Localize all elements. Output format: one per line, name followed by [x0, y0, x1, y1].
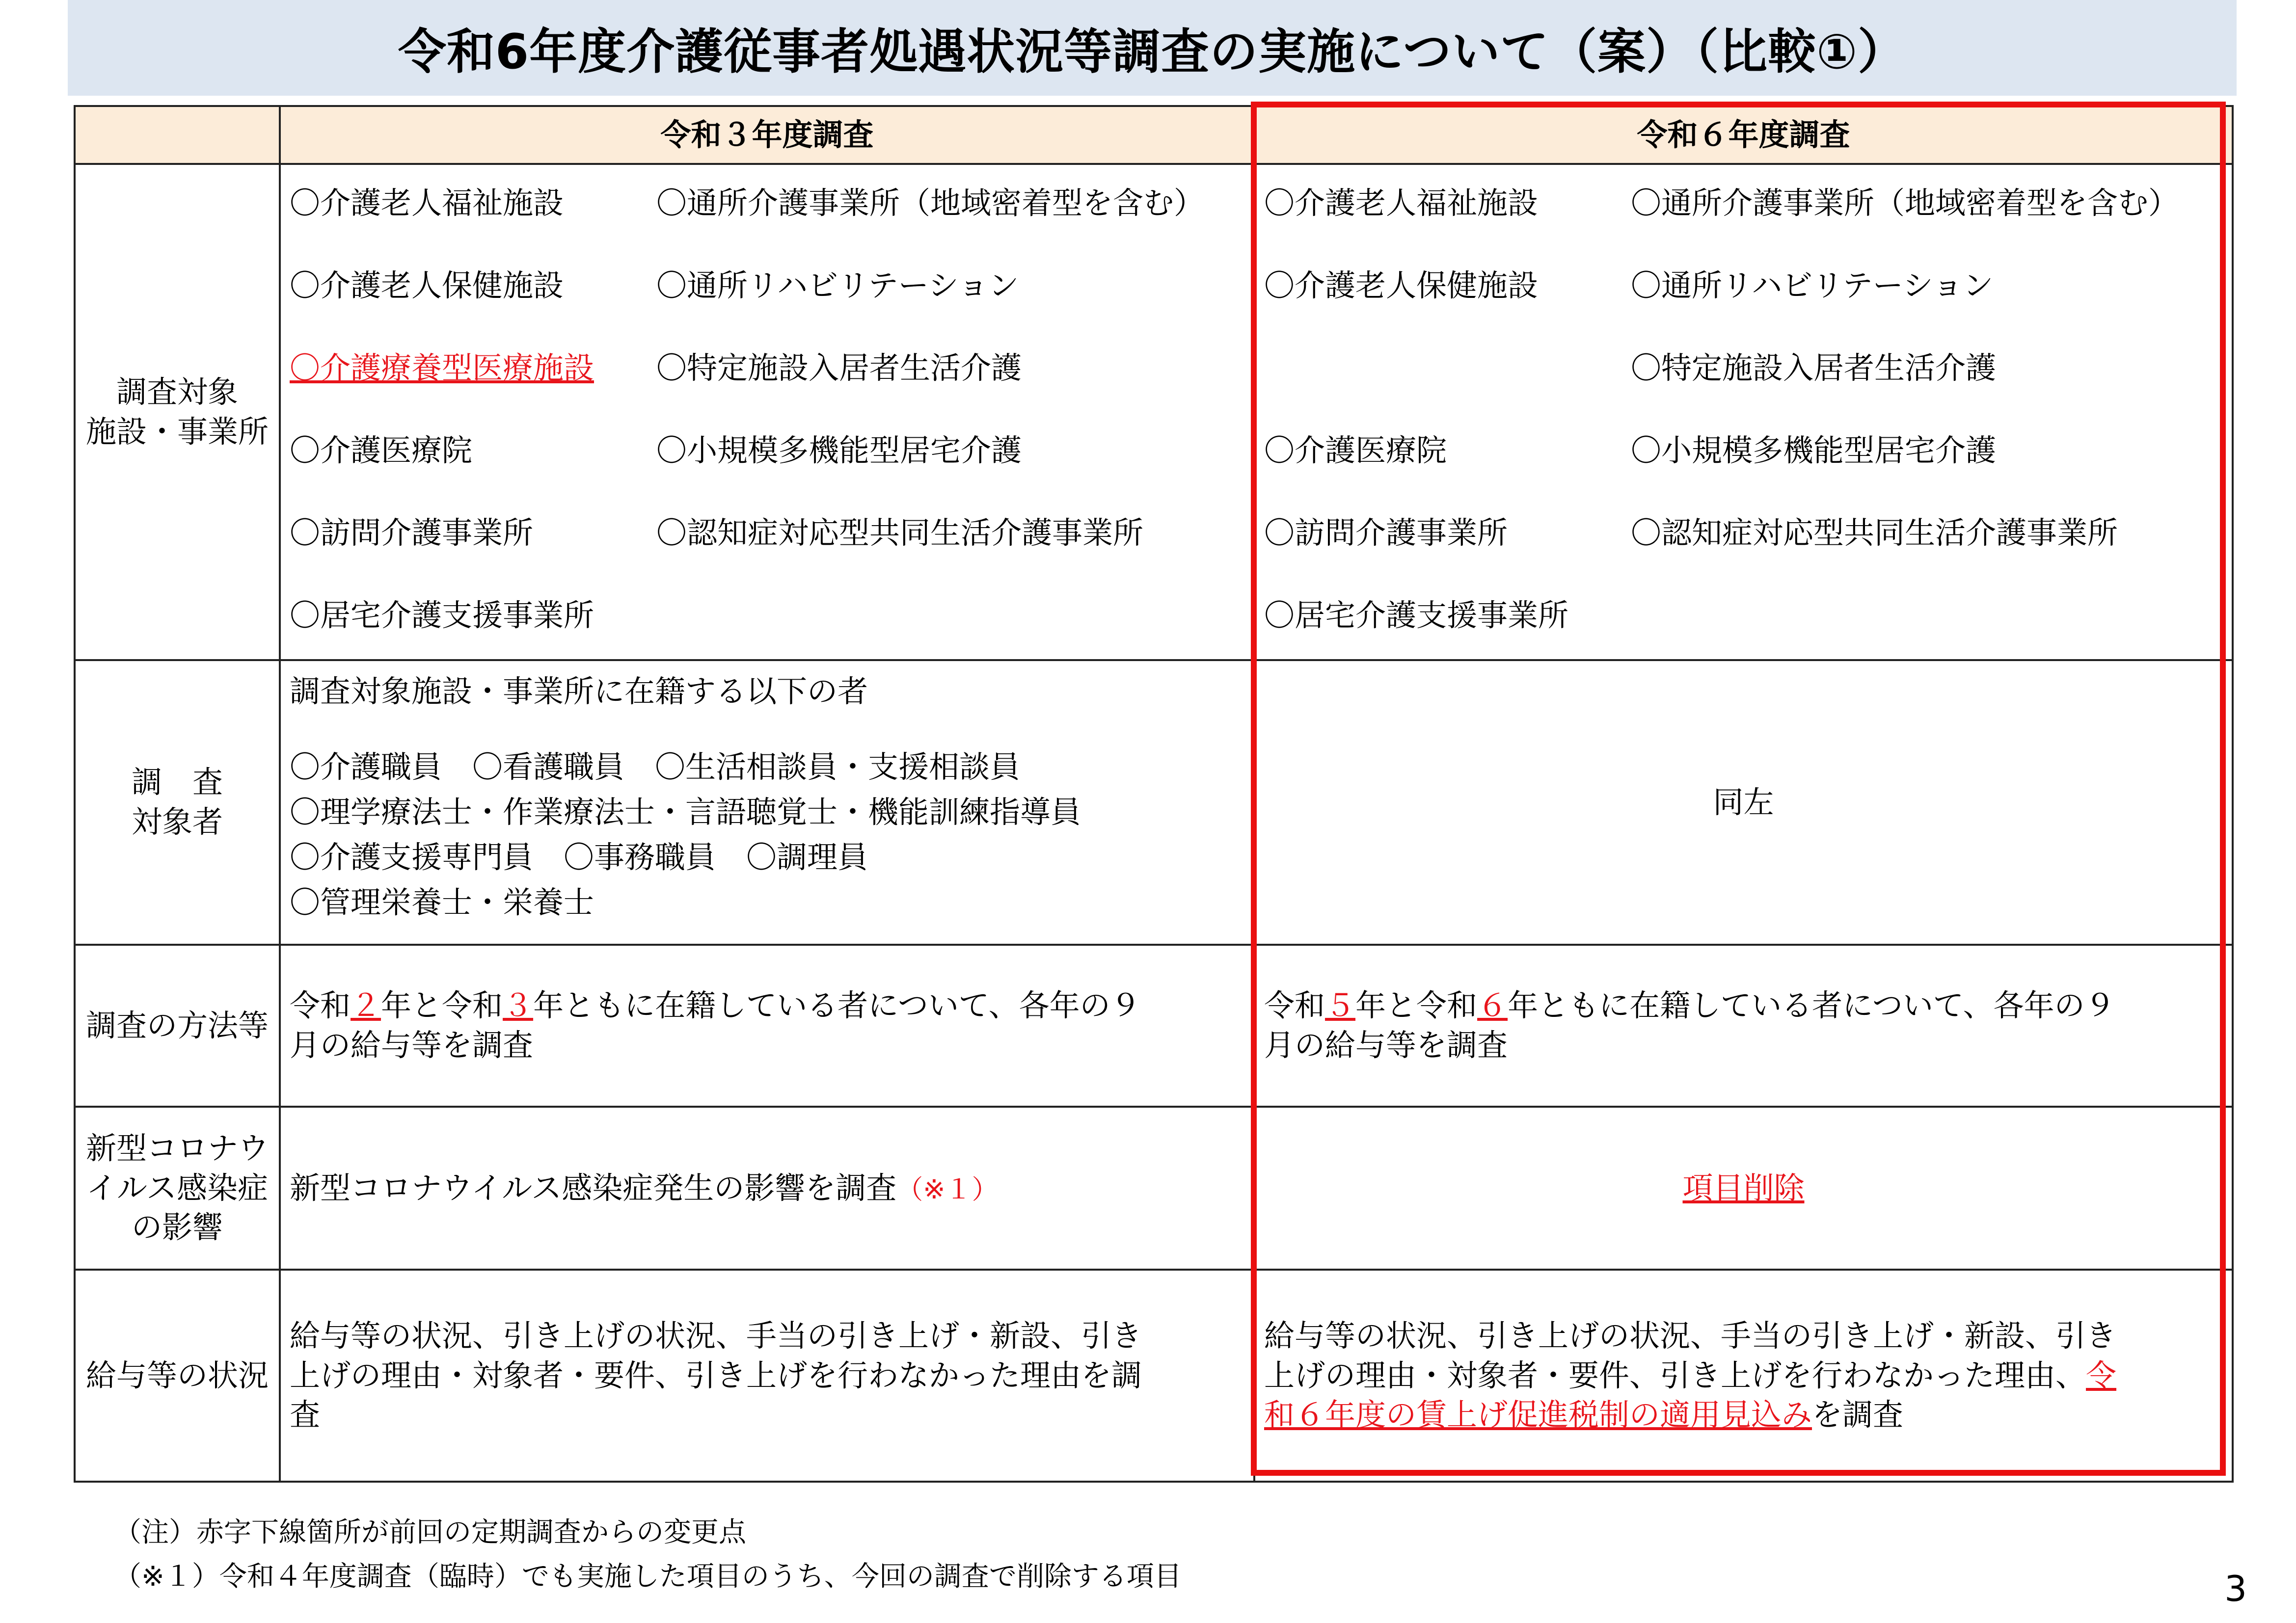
- facilities-label: [75, 164, 280, 660]
- same-as-left: 同左: [1713, 784, 1774, 820]
- item-deleted-text: 項目削除: [1682, 1170, 1805, 1206]
- facility-item: 〇訪問介護事業所: [290, 515, 534, 551]
- covid-note-ref: （※１）: [896, 1173, 999, 1205]
- facility-item: 〇介護老人福祉施設: [290, 185, 564, 221]
- footnote-deleted: （※１）令和４年度調査（臨時）でも実施した項目のうち、今回の調査で削除する項目: [114, 1561, 1182, 1593]
- facilities-r3-cell: [280, 164, 1254, 660]
- covid-r3-cell: [280, 1107, 1254, 1270]
- covid-label: [75, 1107, 280, 1270]
- salary-text: を調査: [1812, 1397, 1904, 1433]
- method-label: 調査の方法等: [75, 945, 280, 1107]
- target-label: [75, 660, 280, 945]
- facility-item: 〇通所リハビリテーション: [1631, 267, 1994, 303]
- facilities-label-line: 施設・事業所: [85, 413, 269, 450]
- salary-text: 査: [290, 1397, 321, 1433]
- covid-label-line: 新型コロナウ: [85, 1130, 269, 1167]
- target-line: 〇理学療法士・作業療法士・言語聴覚士・機能訓練指導員: [290, 794, 1081, 830]
- header-r3: 令和３年度調査: [280, 106, 1254, 164]
- facility-item: 〇小規模多機能型居宅介護: [656, 432, 1022, 468]
- facility-item: 〇訪問介護事業所: [1264, 515, 1508, 551]
- facilities-label-line: 調査対象: [116, 373, 238, 410]
- target-label-line: 調 査: [131, 764, 223, 800]
- facility-item: 〇介護老人保健施設: [290, 267, 564, 303]
- facility-item: 〇通所介護事業所（地域密着型を含む）: [1631, 185, 2179, 221]
- covid-label-line: の影響: [131, 1209, 223, 1246]
- salary-text: 上げの理由・対象者・要件、引き上げを行わなかった理由を調: [290, 1357, 1142, 1393]
- facility-item: 〇特定施設入居者生活介護: [1631, 350, 1997, 386]
- target-line: 〇管理栄養士・栄養士: [290, 884, 594, 920]
- facility-item: 〇介護老人福祉施設: [1264, 185, 1539, 221]
- method-year-changed: ３: [503, 987, 534, 1024]
- method-text: 年ともに在籍している者について、各年の９: [1508, 987, 2115, 1024]
- facility-item: 〇認知症対応型共同生活介護事業所: [1631, 515, 2118, 551]
- facility-item: 〇介護医療院: [290, 432, 473, 468]
- method-text: 月の給与等を調査: [1264, 1027, 1508, 1063]
- salary-r3-cell: [280, 1270, 1254, 1482]
- facility-item: 〇介護老人保健施設: [1264, 267, 1539, 303]
- covid-label-line: イルス感染症: [86, 1170, 269, 1206]
- facility-item: 〇居宅介護支援事業所: [1264, 597, 1569, 633]
- facility-item: 〇居宅介護支援事業所: [290, 597, 594, 633]
- facility-item-changed: 〇介護療養型医療施設: [290, 350, 594, 386]
- salary-text-changed: 和６年度の賃上げ促進税制の適用見込み: [1264, 1397, 1812, 1433]
- target-line: 〇介護職員 〇看護職員 〇生活相談員・支援相談員: [290, 749, 1021, 785]
- title-bar: [68, 0, 2237, 96]
- method-text: 年と令和: [1355, 987, 1478, 1024]
- page-number: 3: [2224, 1568, 2247, 1609]
- salary-label: 給与等の状況: [75, 1270, 280, 1482]
- method-year-changed: ６: [1477, 987, 1508, 1024]
- header-r6: 令和６年度調査: [1254, 106, 2233, 164]
- target-line: 〇介護支援専門員 〇事務職員 〇調理員: [290, 839, 868, 875]
- header-empty-cell: [75, 106, 280, 164]
- method-year-changed: ２: [351, 987, 381, 1024]
- target-intro: 調査対象施設・事業所に在籍する以下の者: [290, 673, 868, 709]
- method-text: 年ともに在籍している者について、各年の９: [533, 987, 1141, 1024]
- target-label-line: 対象者: [131, 804, 223, 840]
- facility-item: 〇介護医療院: [1264, 432, 1447, 468]
- salary-text-changed: 令: [2086, 1357, 2117, 1393]
- salary-text: 給与等の状況、引き上げの状況、手当の引き上げ・新設、引き: [290, 1318, 1142, 1354]
- method-text: 年と令和: [381, 987, 503, 1024]
- method-year-changed: ５: [1325, 987, 1356, 1024]
- facility-item: 〇通所リハビリテーション: [656, 267, 1019, 303]
- salary-text: 上げの理由・対象者・要件、引き上げを行わなかった理由、: [1264, 1357, 2086, 1393]
- target-r3-cell: [280, 660, 1254, 945]
- method-text: 月の給与等を調査: [290, 1027, 534, 1063]
- facility-item: 〇小規模多機能型居宅介護: [1631, 432, 1997, 468]
- footnote-change: （注）赤字下線箇所が前回の定期調査からの変更点: [114, 1517, 746, 1548]
- page-title: 令和6年度介護従事者処遇状況等調査の実施について（案）（比較①）: [398, 24, 1907, 80]
- method-text: 令和: [290, 987, 351, 1024]
- method-r3-cell: [280, 945, 1254, 1107]
- facility-item: 〇通所介護事業所（地域密着型を含む）: [656, 185, 1205, 221]
- r6-highlight-frame: [1251, 102, 2226, 1476]
- method-text: 令和: [1264, 987, 1325, 1024]
- facility-item: 〇認知症対応型共同生活介護事業所: [656, 515, 1144, 551]
- covid-text: 新型コロナウイルス感染症発生の影響を調査: [290, 1170, 897, 1206]
- salary-text: 給与等の状況、引き上げの状況、手当の引き上げ・新設、引き: [1264, 1318, 2117, 1354]
- facility-item: 〇特定施設入居者生活介護: [656, 350, 1022, 386]
